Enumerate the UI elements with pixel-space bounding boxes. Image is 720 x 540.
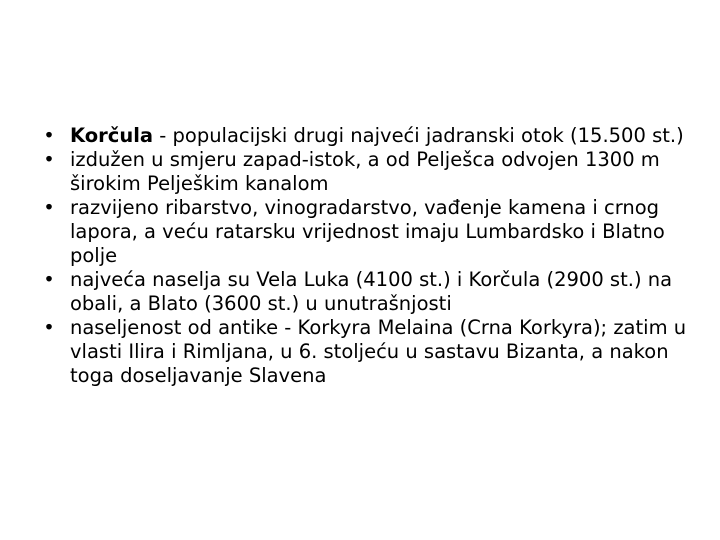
bullet-icon: • (43, 124, 55, 147)
bullet-icon: • (43, 268, 55, 291)
bullet-item-economy (42, 196, 692, 268)
bullet-icon: • (43, 196, 55, 219)
bullet-item-text: izdužen u smjeru zapad-istok, a od Pelješca odvojen 1300 m širokim Pelješkim kanalom (70, 148, 660, 195)
bullet-item-text: - populacijski drugi najveći jadranski otok (15.500 st.) (153, 124, 684, 147)
bullet-icon: • (43, 148, 55, 171)
bullet-item-text: naseljenost od antike - Korkyra Melaina (Crna Korkyra); zatim u vlasti Ilira i Rimljana, u 6. stoljeću u sastavu Bizanta, a nakon toga doseljavanje Slavena (70, 316, 687, 387)
bullet-list (42, 124, 692, 388)
bullet-item-text: razvijeno ribarstvo, vinogradarstvo, vađenje kamena i crnog lapora, a veću ratarsku vrijednost imaju Lumbardsko i Blatno polje (70, 196, 665, 267)
bullet-icon: • (43, 316, 55, 339)
bullet-item-text: najveća naselja su Vela Luka (4100 st.) i Korčula (2900 st.) na obali, a Blato (3600 st.) u unutrašnjosti (70, 268, 673, 315)
bullet-item-settlements (42, 268, 692, 316)
bullet-item-heading: Korčula (70, 124, 154, 147)
bullet-item-shape (42, 148, 692, 196)
bullet-item-korcula (42, 124, 692, 148)
bullet-item-history (42, 316, 692, 388)
